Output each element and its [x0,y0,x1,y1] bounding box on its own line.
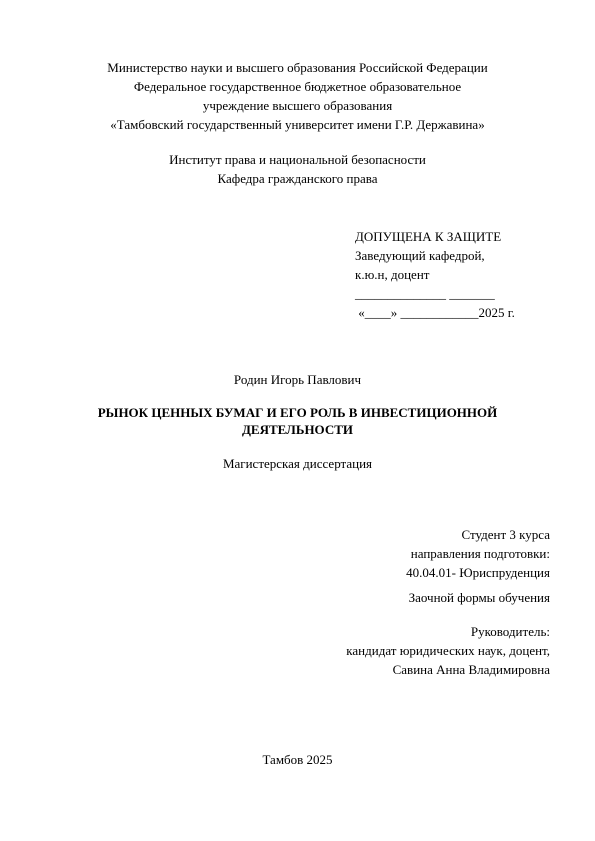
ministry-line: Министерство науки и высшего образования Российской Федерации [107,60,488,75]
supervisor-name: Савина Анна Владимировна [392,662,550,677]
thesis-title [0,404,595,438]
approval-date-line: «____» ____________2025 г. [355,305,515,320]
author-name: Родин Игорь Павлович [233,372,362,387]
supervisor-label: Руководитель: [470,624,550,639]
department-name: Кафедра гражданского права [217,171,378,186]
university-name: «Тамбовский государственный университет имени Г.Р. Державина» [110,117,485,132]
study-form: Заочной формы обучения [408,590,550,605]
approval-block [355,227,575,322]
ministry-line: Федеральное государственное бюджетное образовательное [133,79,462,94]
direction-code: 40.04.01- Юриспруденция [406,565,550,580]
student-block [250,525,550,607]
thesis-type: Магистерская диссертация [222,456,373,471]
institute-name: Институт права и национальной безопасности [169,152,426,167]
direction-label: направления подготовки: [410,546,550,561]
thesis-type-block [0,454,595,473]
signature-line: ______________ _______ [355,286,495,301]
city-year: Тамбов 2025 [262,752,333,767]
thesis-title-line: ДЕЯТЕЛЬНОСТИ [241,422,353,437]
approval-degree: к.ю.н, доцент [355,267,430,282]
supervisor-degree: кандидат юридических наук, доцент, [346,643,550,658]
approval-role: Заведующий кафедрой, [355,248,485,263]
author-block [0,370,595,389]
ministry-line: учреждение высшего образования [202,98,393,113]
institute-block [0,150,595,188]
student-year: Студент 3 курса [461,527,550,542]
supervisor-block [250,622,550,679]
footer-block [0,750,595,769]
thesis-title-line: РЫНОК ЦЕННЫХ БУМАГ И ЕГО РОЛЬ В ИНВЕСТИЦИОННОЙ [97,405,498,420]
approval-heading: ДОПУЩЕНА К ЗАЩИТЕ [355,229,502,244]
ministry-header [0,58,595,134]
